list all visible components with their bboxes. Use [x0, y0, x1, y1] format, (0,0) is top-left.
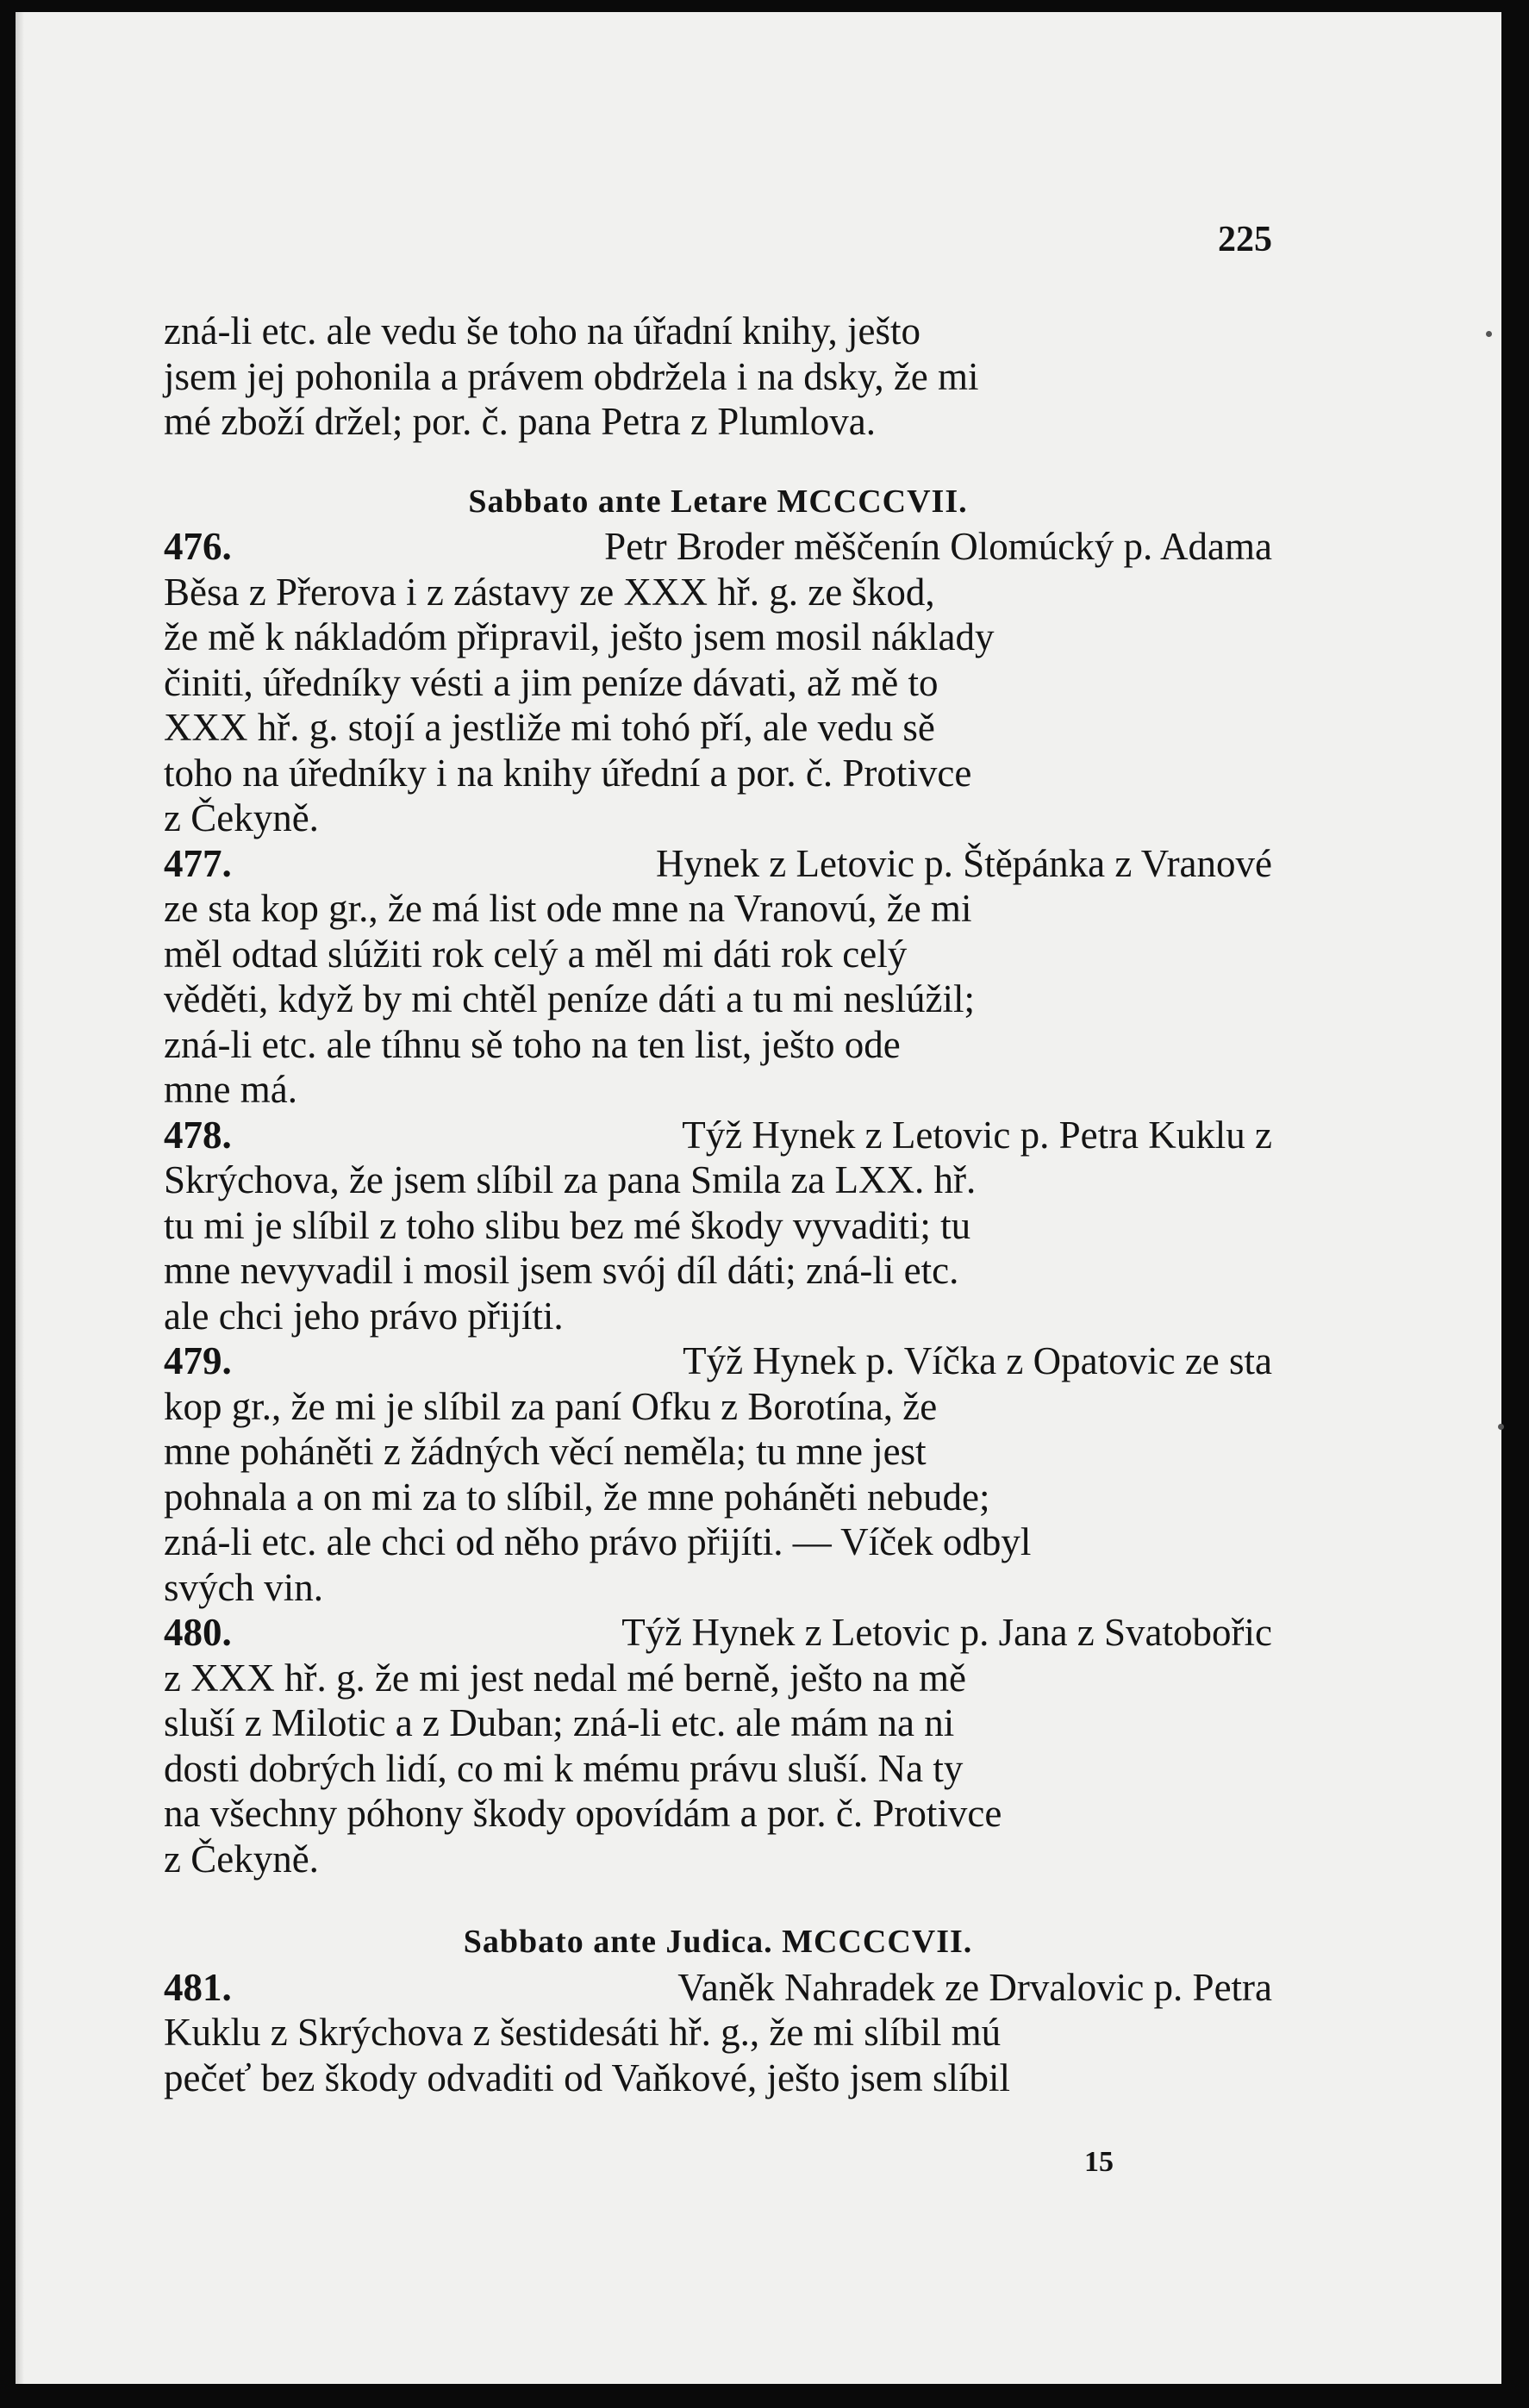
line-text: mne má.	[164, 1068, 297, 1111]
text-line	[164, 1294, 1272, 1339]
entry-first-line	[164, 841, 1272, 887]
entry-number: 478.	[164, 1113, 232, 1157]
text-line	[164, 2056, 1272, 2101]
text-line	[164, 1067, 1272, 1113]
margin-dot	[1486, 331, 1492, 337]
text-line	[164, 1022, 1272, 1068]
line-text: sluší z Milotic a z Duban; zná-li etc. ale mám na ni	[164, 1701, 955, 1744]
text-line	[164, 976, 1272, 1022]
text-line	[164, 1475, 1272, 1520]
text-line	[164, 1700, 1272, 1746]
text-line	[164, 309, 1272, 354]
text-line	[164, 614, 1272, 660]
line-text: zná-li etc. ale vedu še toho na úřadní knihy, ješto	[164, 309, 921, 352]
line-text: Kuklu z Skrýchova z šestidesáti hř. g., že mi slíbil mú	[164, 2011, 1002, 2054]
entry-first-line	[164, 1610, 1272, 1656]
margin-dot	[1498, 1424, 1504, 1430]
entry-first-line	[164, 1965, 1272, 2011]
line-text: pečeť bez škody odvaditi od Vaňkové, ješto jsem slíbil	[164, 2056, 1010, 2099]
text-line	[164, 660, 1272, 706]
line-text: mé zboží držel; por. č. pana Petra z Plumlova.	[164, 400, 876, 443]
text-line	[164, 1565, 1272, 1611]
text-line	[164, 1746, 1272, 1792]
line-text: z Čekyně.	[164, 1837, 319, 1881]
entry-first-line	[164, 1113, 1272, 1158]
text-line	[164, 354, 1272, 400]
spacer	[164, 1881, 1272, 1919]
text-line	[164, 886, 1272, 932]
text-line	[164, 1248, 1272, 1294]
text-line	[164, 705, 1272, 751]
line-text: činiti, úředníky vésti a jim peníze dávati, až mě to	[164, 660, 939, 704]
line-text: Týž Hynek p. Víčka z Opatovic ze sta	[683, 1339, 1272, 1382]
line-text: Běsa z Přerova i z zástavy ze XXX hř. g. ze škod,	[164, 570, 935, 614]
line-text: na všechny póhony škody opovídám a por. č. Protivce	[164, 1792, 1002, 1835]
line-text: ze sta kop gr., že má list ode mne na Vranovú, že mi	[164, 887, 972, 930]
text-line	[164, 1157, 1272, 1203]
line-text: tu mi je slíbil z toho slibu bez mé škody vyvaditi; tu	[164, 1203, 971, 1247]
line-text: z Čekyně.	[164, 796, 319, 839]
text-line	[164, 1203, 1272, 1249]
line-text: jsem jej pohonila a právem obdržela i na dsky, že mi	[164, 354, 979, 398]
text-line	[164, 1384, 1272, 1430]
text-line	[164, 2010, 1272, 2056]
line-text: zná-li etc. ale tíhnu sě toho na ten list, ješto ode	[164, 1022, 901, 1066]
section-heading: Sabbato ante Letare MCCCCVII.	[468, 483, 968, 520]
text-line	[164, 1791, 1272, 1837]
text-line	[164, 570, 1272, 615]
entry-first-line	[164, 1338, 1272, 1384]
line-text: že mě k nákladóm připravil, ješto jsem mosil náklady	[164, 615, 995, 658]
line-text: svých vin.	[164, 1565, 323, 1609]
text-line	[164, 751, 1272, 796]
text-line	[164, 1837, 1272, 1882]
page-edge	[16, 12, 24, 2384]
entry-number: 480.	[164, 1611, 232, 1654]
line-text: Hynek z Letovic p. Štěpánka z Vranové	[656, 841, 1272, 885]
spacer	[164, 445, 1272, 479]
entry-number: 479.	[164, 1339, 232, 1382]
line-text: pohnala a on mi za to slíbil, že mne poháněti nebude;	[164, 1475, 990, 1519]
line-text: Petr Broder měščenín Olomúcký p. Adama	[604, 525, 1272, 568]
line-text: toho na úředníky i na knihy úřední a por. č. Protivce	[164, 751, 972, 795]
line-text: kop gr., že mi je slíbil za paní Ofku z Borotína, že	[164, 1384, 938, 1428]
entry-number: 476.	[164, 525, 232, 568]
entry-number: 477.	[164, 841, 232, 885]
line-text: Týž Hynek z Letovic p. Jana z Svatobořic	[621, 1611, 1272, 1654]
line-text: dosti dobrých lidí, co mi k mému právu sluší. Na ty	[164, 1746, 964, 1790]
line-text: mne nevyvadil i mosil jsem svój díl dáti; zná-li etc.	[164, 1249, 959, 1292]
line-text: Vaněk Nahradek ze Drvalovic p. Petra	[677, 1965, 1272, 2009]
line-text: Týž Hynek z Letovic p. Petra Kuklu z	[682, 1113, 1272, 1157]
text-line	[164, 399, 1272, 445]
text-block	[164, 309, 1272, 2100]
line-text: z XXX hř. g. že mi jest nedal mé berně, ješto na mě	[164, 1656, 966, 1700]
text-line	[164, 1519, 1272, 1565]
text-line	[164, 932, 1272, 977]
line-text: mne poháněti z žádných věcí neměla; tu mne jest	[164, 1430, 927, 1473]
entry-first-line	[164, 524, 1272, 570]
line-text: měl odtad slúžiti rok celý a měl mi dáti rok celý	[164, 932, 908, 976]
text-line	[164, 795, 1272, 841]
entry-number: 481.	[164, 1965, 232, 2009]
line-text: Skrýchova, že jsem slíbil za pana Smila za LXX. hř.	[164, 1158, 977, 1201]
page-number: 225	[1218, 220, 1272, 259]
signature-mark: 15	[1084, 2146, 1114, 2178]
section-heading: Sabbato ante Judica. MCCCCVII.	[463, 1924, 973, 1960]
text-line	[164, 1656, 1272, 1701]
line-text: XXX hř. g. stojí a jestliže mi tohó pří, ale vedu sě	[164, 706, 935, 749]
line-text: věděti, když by mi chtěl peníze dáti a tu mi neslúžil;	[164, 977, 975, 1020]
text-line	[164, 1429, 1272, 1475]
line-text: zná-li etc. ale chci od něho právo přijíti. — Víček odbyl	[164, 1520, 1032, 1563]
line-text: ale chci jeho právo přijíti.	[164, 1294, 564, 1338]
